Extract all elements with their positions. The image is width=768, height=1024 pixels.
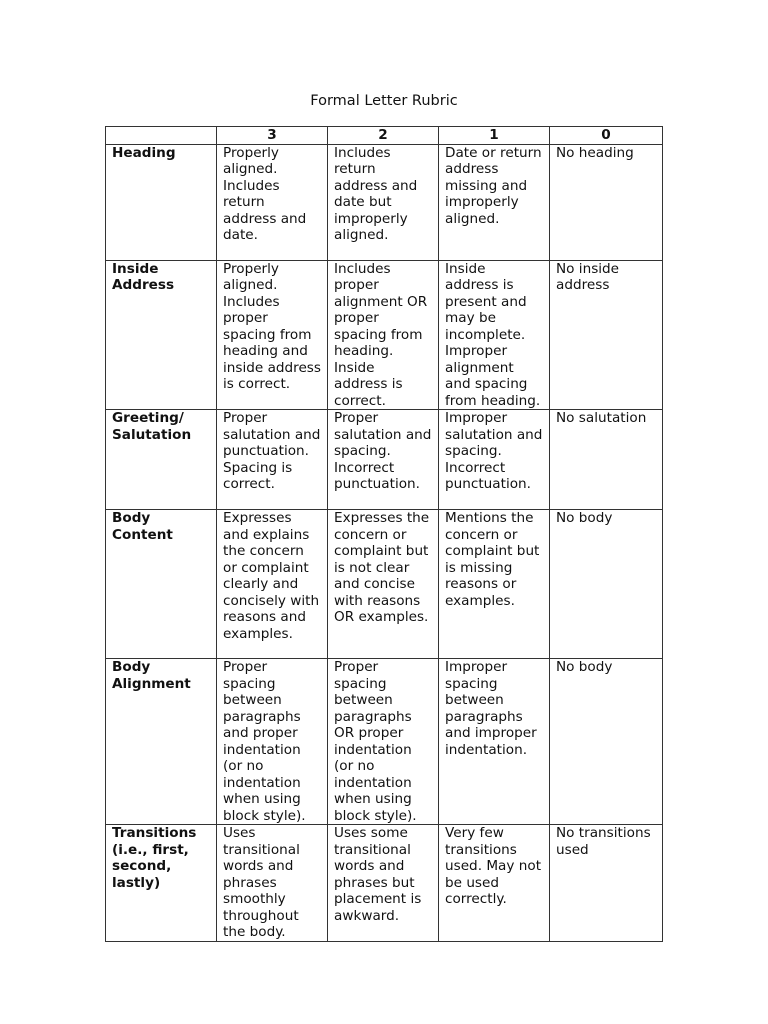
header-cell-score-1: 1: [439, 127, 550, 145]
score-3-cell: Properly aligned. Includes proper spacing from heading and inside address is correct.: [217, 260, 328, 410]
score-2-cell: Includes return address and date but improperly aligned.: [328, 144, 439, 260]
score-0-cell: No heading: [550, 144, 663, 260]
score-3-cell: Proper salutation and punctuation. Spacing is correct.: [217, 410, 328, 510]
score-3-cell: Uses transitional words and phrases smoothly throughout the body.: [217, 825, 328, 942]
score-0-cell: No body: [550, 510, 663, 659]
score-1-cell: Inside address is present and may be incomplete. Improper alignment and spacing from heading.: [439, 260, 550, 410]
score-3-cell: Expresses and explains the concern or complaint clearly and concisely with reasons and examples.: [217, 510, 328, 659]
rubric-row-body-alignment: [106, 659, 663, 825]
score-2-cell: Expresses the concern or complaint but is not clear and concise with reasons OR examples.: [328, 510, 439, 659]
rubric-row-body-content: [106, 510, 663, 659]
score-2-cell: Proper spacing between paragraphs OR proper indentation (or no indentation when using block style).: [328, 659, 439, 825]
score-3-cell: Properly aligned. Includes return address and date.: [217, 144, 328, 260]
score-2-cell: Proper salutation and spacing. Incorrect punctuation.: [328, 410, 439, 510]
score-0-cell: No inside address: [550, 260, 663, 410]
criterion-cell: Body Alignment: [106, 659, 217, 825]
header-cell-score-2: 2: [328, 127, 439, 145]
header-cell-score-0: 0: [550, 127, 663, 145]
score-2-cell: Includes proper alignment OR proper spacing from heading. Inside address is correct.: [328, 260, 439, 410]
header-cell-score-3: 3: [217, 127, 328, 145]
score-1-cell: Improper salutation and spacing. Incorrect punctuation.: [439, 410, 550, 510]
criterion-cell: Greeting/ Salutation: [106, 410, 217, 510]
criterion-cell: Body Content: [106, 510, 217, 659]
criterion-cell: Transitions (i.e., first, second, lastly): [106, 825, 217, 942]
criterion-cell: Inside Address: [106, 260, 217, 410]
score-0-cell: No body: [550, 659, 663, 825]
score-2-cell: Uses some transitional words and phrases but placement is awkward.: [328, 825, 439, 942]
header-cell-criterion: [106, 127, 217, 145]
rubric-row-greeting: [106, 410, 663, 510]
rubric-row-transitions: [106, 825, 663, 942]
document-title: Formal Letter Rubric: [310, 93, 458, 109]
score-0-cell: No salutation: [550, 410, 663, 510]
score-1-cell: Very few transitions used. May not be used correctly.: [439, 825, 550, 942]
score-0-cell: No transitions used: [550, 825, 663, 942]
score-1-cell: Mentions the concern or complaint but is missing reasons or examples.: [439, 510, 550, 659]
score-1-cell: Improper spacing between paragraphs and improper indentation.: [439, 659, 550, 825]
rubric-row-inside-address: [106, 260, 663, 410]
rubric-header-row: [106, 127, 663, 145]
criterion-cell: Heading: [106, 144, 217, 260]
rubric-row-heading: [106, 144, 663, 260]
score-1-cell: Date or return address missing and improperly aligned.: [439, 144, 550, 260]
rubric-table: [105, 126, 663, 942]
score-3-cell: Proper spacing between paragraphs and proper indentation (or no indentation when using block style).: [217, 659, 328, 825]
